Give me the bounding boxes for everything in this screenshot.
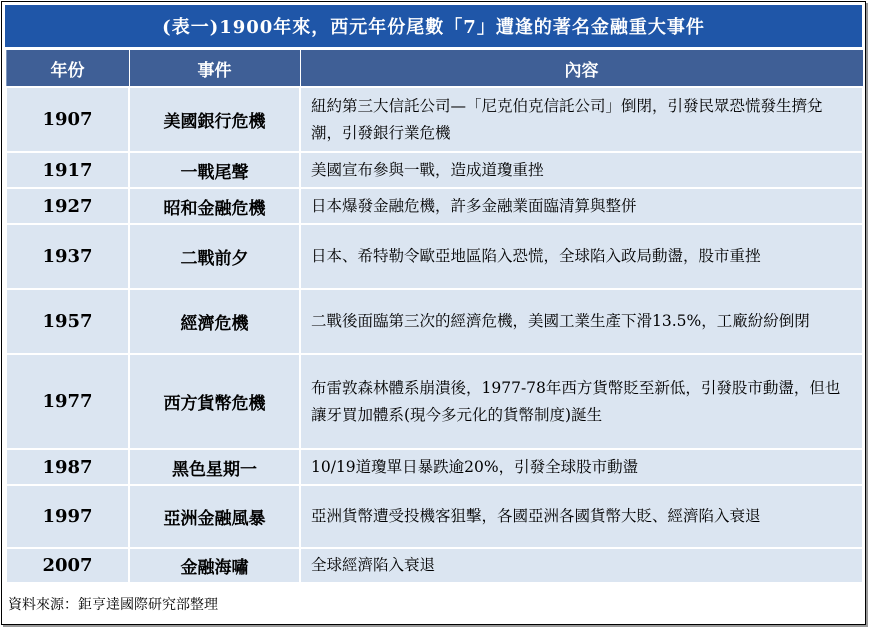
cell-year: 1907 [6,87,129,152]
table-row [6,87,863,152]
cell-year: 1977 [6,354,129,449]
cell-event: 昭和金融危機 [129,188,300,224]
cell-content: 日本爆發金融危機，許多金融業面臨清算與整併 [300,188,863,224]
cell-event: 西方貨幣危機 [129,354,300,449]
cell-content: 布雷敦森林體系崩潰後，1977-78年西方貨幣貶至新低，引發股市動盪，但也讓牙買加體系(現今多元化的貨幣制度)誕生 [300,354,863,449]
cell-content: 日本、希特勒令歐亞地區陷入恐慌，全球陷入政局動盪，股市重挫 [300,224,863,289]
source-footnote: 資料來源：鉅亨達國際研究部整理 [8,597,218,613]
cell-content: 美國宣布參與一戰，造成道瓊重挫 [300,152,863,188]
cell-year: 1987 [6,449,129,485]
cell-event: 黑色星期一 [129,449,300,485]
cell-year: 1997 [6,485,129,548]
header-year: 年份 [6,50,129,88]
cell-event: 一戰尾聲 [129,152,300,188]
cell-content: 二戰後面臨第三次的經濟危機，美國工業生產下滑13.5%，工廠紛紛倒閉 [300,289,863,354]
cell-year: 1927 [6,188,129,224]
table-row [6,449,863,485]
cell-event: 金融海嘯 [129,548,300,583]
cell-event: 經濟危機 [129,289,300,354]
table-row [6,485,863,548]
cell-content: 10/19道瓊單日暴跌逾20%，引發全球股市動盪 [300,449,863,485]
table-row [6,152,863,188]
table-row [6,188,863,224]
cell-content: 全球經濟陷入衰退 [300,548,863,583]
cell-year: 1917 [6,152,129,188]
header-content: 內容 [300,50,863,88]
cell-year: 1937 [6,224,129,289]
table-row [6,289,863,354]
cell-event: 二戰前夕 [129,224,300,289]
table-row [6,354,863,449]
header-row [6,50,863,88]
cell-event: 美國銀行危機 [129,87,300,152]
cell-year: 2007 [6,548,129,583]
table-title: (表一)1900年來，西元年份尾數「7」遭逢的著名金融重大事件 [5,5,862,47]
cell-event: 亞洲金融風暴 [129,485,300,548]
events-table [5,49,864,584]
table-row [6,224,863,289]
header-event: 事件 [129,50,300,88]
cell-content: 紐約第三大信託公司—「尼克伯克信託公司」倒閉，引發民眾恐慌發生擠兌潮，引發銀行業危機 [300,87,863,152]
table-row [6,548,863,583]
cell-year: 1957 [6,289,129,354]
cell-content: 亞洲貨幣遭受投機客狙擊，各國亞洲各國貨幣大貶、經濟陷入衰退 [300,485,863,548]
